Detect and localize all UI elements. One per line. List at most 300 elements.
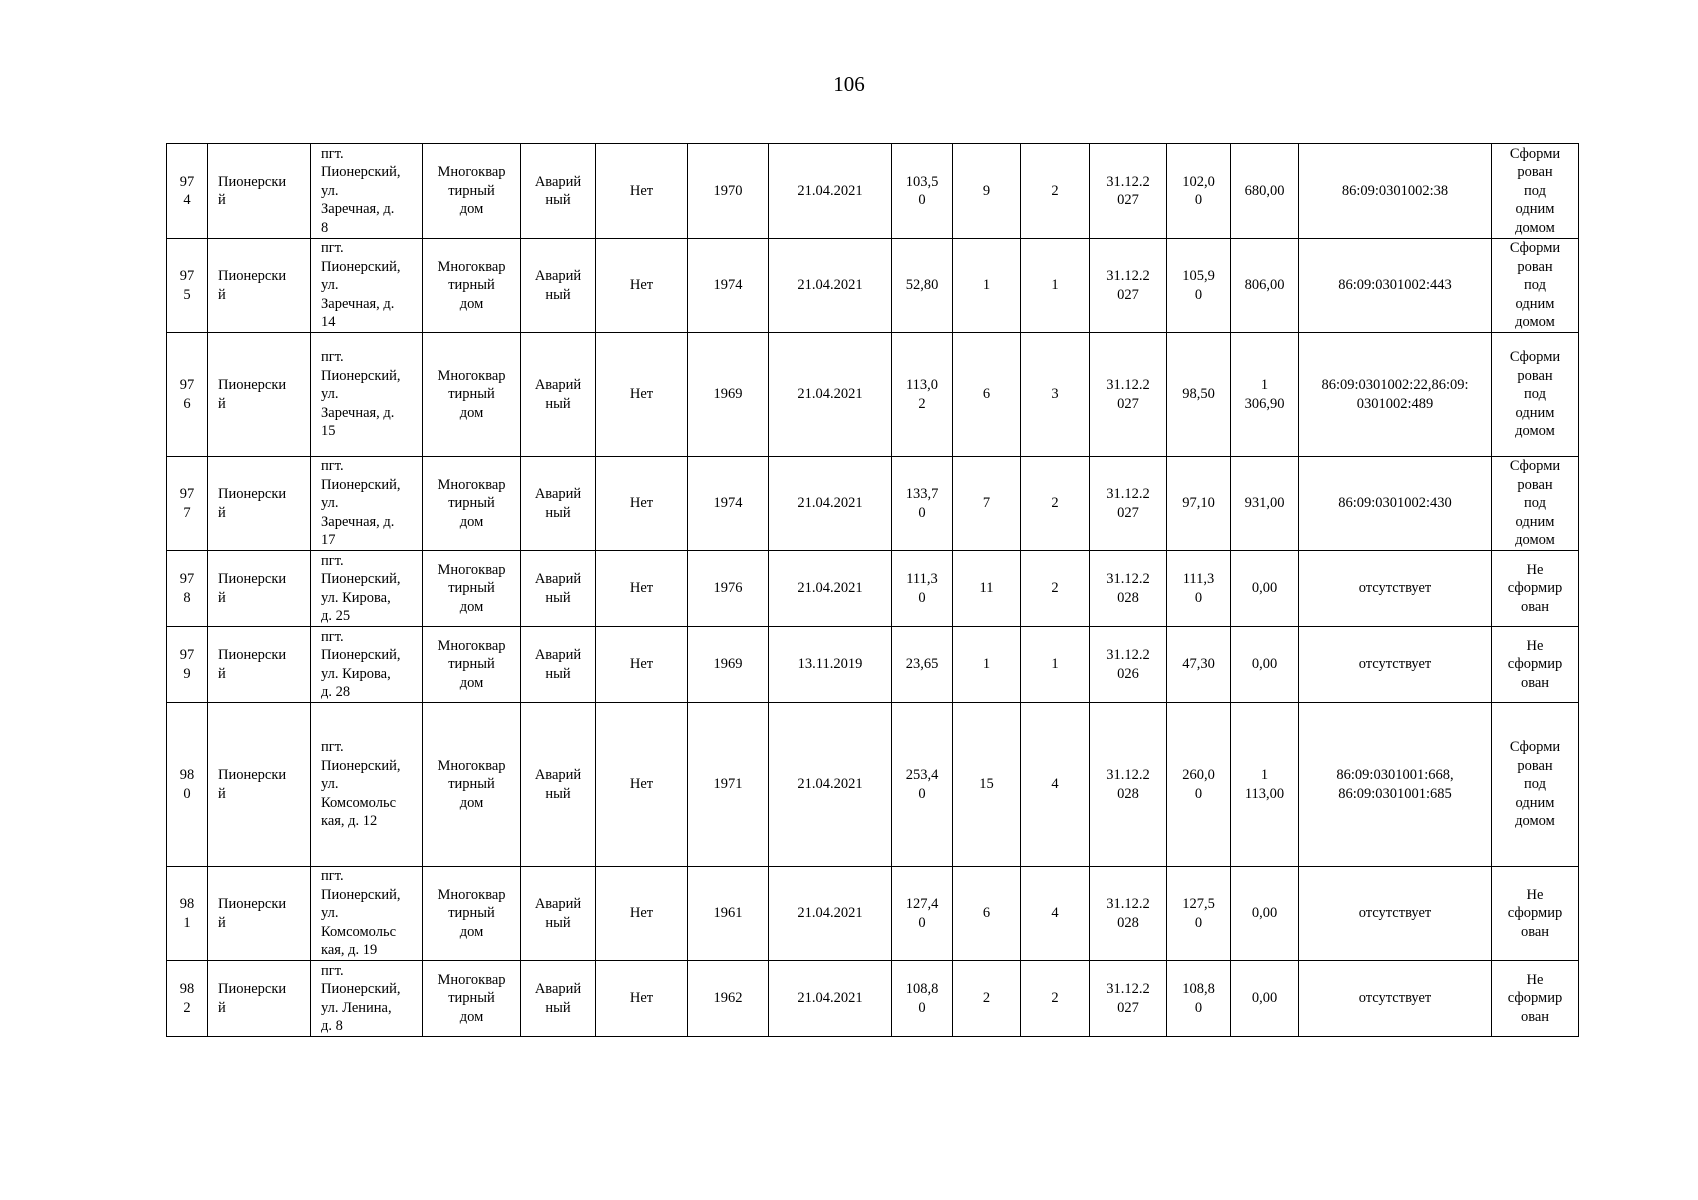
table-row [167,239,1579,333]
living-area-line: 0 [1194,589,1203,606]
rooms-value: 2 [1051,990,1059,1007]
land-area-cell [1231,627,1299,703]
building-type-line: дом [459,794,484,811]
residents-cell [953,703,1021,867]
recognition-date-cell [769,551,892,627]
land-area-line: 306,90 [1244,395,1285,412]
land-status-line: рован [1517,258,1553,275]
row-number-line: 6 [183,395,191,412]
land-area-line: 0,00 [1251,905,1278,922]
living-area-line: 127,5 [1182,896,1215,912]
condition-status-line: ный [545,192,571,208]
land-status-cell [1492,333,1579,457]
rooms-value: 1 [1051,656,1059,673]
area-line: 0 [918,192,926,208]
address-cell [311,551,423,627]
address-line: ул. Кирова, [321,589,391,606]
land-status-cell [1492,144,1579,239]
area-cell [892,703,953,867]
living-area-cell [1167,457,1231,551]
rooms-value: 3 [1051,386,1059,403]
address-line: Пионерский, [321,258,401,275]
row-number-line: 4 [183,192,191,208]
land-status-line: под [1524,386,1546,403]
municipality-line: й [218,665,226,682]
address-line: Пионерский, [321,164,401,181]
municipality-cell [208,703,311,867]
land-status-line: Не [1526,971,1544,988]
land-status-cell [1492,867,1579,961]
land-status-line: одним [1515,404,1555,421]
residents-value: 9 [982,182,991,199]
living-area-line: 0 [1194,286,1203,303]
row-number-cell [167,457,208,551]
building-type-line: тирный [448,776,495,793]
living-area-line: 0 [1194,999,1203,1016]
row-number-line: 97 [179,377,195,393]
residents-cell [953,627,1021,703]
residents-value: 6 [982,386,991,403]
building-type-line: Многоквар [437,367,506,384]
building-type-line: Многоквар [437,164,506,181]
row-number-cell [167,144,208,239]
residents-cell [953,457,1021,551]
row-number-line: 97 [179,647,195,663]
building-type-line: Многоквар [437,886,506,903]
address-line: пгт. [321,868,344,885]
building-type-line: тирный [448,905,495,922]
building-type-line: Многоквар [437,757,506,774]
address-line: ул. [321,386,339,403]
residents-value: 7 [982,495,991,512]
relocation-deadline-cell [1090,961,1167,1037]
rooms-value: 4 [1051,776,1059,793]
building-type-line: дом [459,598,484,615]
relocation-deadline-cell [1090,457,1167,551]
land-status-cell [1492,239,1579,333]
cadastral-number-line: отсутствует [1358,656,1432,673]
municipality-line: Пионерски [218,486,287,502]
address-line: Пионерский, [321,647,401,663]
relocation-deadline-line: 31.12.2 [1106,767,1150,783]
table-row [167,333,1579,457]
residents-cell [953,551,1021,627]
flag-value: Нет [629,990,654,1007]
residents-value: 15 [979,776,994,793]
address-line: ул. [321,776,339,793]
land-status-line: сформир [1507,905,1563,922]
municipality-line: й [218,914,226,931]
area-line: 113,0 [905,377,939,393]
living-area-line: 260,0 [1182,767,1215,783]
cadastral-number-line: 0301002:489 [1356,395,1434,412]
building-type-line: дом [459,923,484,940]
building-type-cell [423,239,521,333]
address-line: 14 [321,314,336,331]
row-number-line: 0 [183,785,191,802]
cadastral-number-cell [1299,627,1492,703]
area-cell [892,457,953,551]
address-line: Пионерский, [321,571,401,587]
address-line: д. 28 [321,684,351,700]
address-line: ул. Кирова, [321,665,391,682]
address-cell [311,144,423,239]
recognition-date-value: 21.04.2021 [797,386,863,403]
address-line: ул. [321,905,339,922]
flag-value: Нет [629,182,654,199]
recognition-date-cell [769,457,892,551]
cadastral-number-line: 86:09:0301002:22,86:09: [1321,377,1469,393]
cadastral-number-line: 86:09:0301002:38 [1341,182,1449,199]
land-area-cell [1231,703,1299,867]
municipality-line: Пионерски [218,647,287,663]
row-number-line: 97 [179,486,195,502]
relocation-deadline-cell [1090,627,1167,703]
land-status-line: сформир [1507,580,1563,597]
living-area-cell [1167,144,1231,239]
land-area-cell [1231,551,1299,627]
cadastral-number-cell [1299,144,1492,239]
address-cell [311,867,423,961]
relocation-deadline-cell [1090,703,1167,867]
building-type-line: дом [459,404,484,421]
rooms-cell [1021,867,1090,961]
year-built-cell [688,333,769,457]
relocation-deadline-line: 027 [1117,286,1139,303]
address-line: пгт. [321,458,344,475]
rooms-cell [1021,457,1090,551]
land-area-cell [1231,867,1299,961]
year-built-value: 1971 [713,776,743,793]
land-area-cell [1231,333,1299,457]
area-line: 0 [918,999,926,1016]
relocation-deadline-line: 31.12.2 [1106,268,1150,284]
land-status-line: домом [1515,813,1555,830]
building-type-cell [423,551,521,627]
cadastral-number-cell [1299,551,1492,627]
relocation-deadline-cell [1090,551,1167,627]
land-status-line: под [1524,277,1546,294]
rooms-cell [1021,703,1090,867]
address-line: Пионерский, [321,981,401,997]
cadastral-number-line: отсутствует [1358,905,1432,922]
address-line: Комсомольс [321,923,397,940]
flag-value: Нет [629,656,654,673]
condition-status-line: Аварий [534,571,582,587]
relocation-deadline-line: 31.12.2 [1106,486,1150,502]
land-status-line: Не [1526,561,1544,578]
living-area-line: 105,9 [1182,268,1215,284]
year-built-value: 1969 [713,386,743,403]
living-area-line: 102,0 [1182,173,1215,190]
cadastral-number-cell [1299,867,1492,961]
row-number-cell [167,333,208,457]
building-type-line: Многоквар [437,971,506,988]
area-cell [892,627,953,703]
area-line: 52,80 [905,277,939,294]
living-area-line: 0 [1194,785,1203,802]
land-area-line: 0,00 [1251,990,1278,1007]
land-status-line: Не [1526,637,1544,654]
building-type-cell [423,867,521,961]
address-line: Пионерский, [321,476,401,493]
land-status-line: рован [1517,367,1553,384]
municipality-cell [208,961,311,1037]
relocation-deadline-line: 31.12.2 [1106,981,1150,997]
building-type-line: дом [459,201,484,218]
flag-cell [596,627,688,703]
living-area-cell [1167,333,1231,457]
cadastral-number-line: 86:09:0301001:668, [1336,767,1454,783]
cadastral-number-cell [1299,457,1492,551]
table-row [167,144,1579,239]
cadastral-number-line: отсутствует [1358,990,1432,1007]
recognition-date-value: 21.04.2021 [797,776,863,793]
rooms-cell [1021,961,1090,1037]
flag-value: Нет [629,495,654,512]
row-number-cell [167,627,208,703]
living-area-line: 98,50 [1182,386,1215,403]
relocation-deadline-line: 027 [1117,395,1139,412]
flag-cell [596,867,688,961]
land-status-line: одним [1515,513,1555,530]
land-status-line: ован [1520,598,1550,615]
address-line: 17 [321,532,336,549]
recognition-date-value: 21.04.2021 [797,905,863,922]
condition-status-line: ный [545,914,571,931]
rooms-value: 2 [1051,182,1059,199]
land-status-line: одним [1515,295,1555,312]
relocation-deadline-line: 027 [1117,192,1139,208]
condition-status-line: ный [545,395,571,412]
relocation-deadline-line: 31.12.2 [1106,571,1150,587]
area-line: 2 [918,395,926,412]
condition-status-line: Аварий [534,173,582,190]
building-type-line: Многоквар [437,561,506,578]
building-type-line: тирный [448,277,495,294]
land-area-line: 680,00 [1244,182,1285,199]
cadastral-number-line: отсутствует [1358,580,1432,597]
living-area-line: 97,10 [1182,495,1215,512]
flag-cell [596,239,688,333]
municipality-line: Пионерски [218,981,287,997]
row-number-line: 7 [183,504,191,521]
year-built-value: 1962 [713,990,743,1007]
land-area-line: 1 [1260,767,1269,783]
row-number-cell [167,239,208,333]
land-status-line: домом [1515,423,1555,440]
table-row [167,961,1579,1037]
municipality-line: й [218,589,226,606]
residents-value: 1 [982,656,991,673]
land-status-line: Сформи [1509,349,1561,366]
land-status-line: Сформи [1509,145,1561,162]
address-line: ул. Ленина, [321,999,392,1016]
address-line: пгт. [321,145,344,162]
area-line: 253,4 [905,767,939,783]
cadastral-number-line: 86:09:0301001:685 [1338,785,1452,802]
building-type-line: тирный [448,580,495,597]
building-type-line: тирный [448,656,495,673]
row-number-line: 97 [179,173,195,190]
flag-value: Нет [629,905,654,922]
area-cell [892,333,953,457]
area-cell [892,961,953,1037]
municipality-line: Пионерски [218,896,287,912]
land-status-line: под [1524,776,1546,793]
area-cell [892,144,953,239]
rooms-cell [1021,627,1090,703]
municipality-line: Пионерски [218,268,287,284]
table-row [167,457,1579,551]
rooms-value: 2 [1051,495,1059,512]
recognition-date-cell [769,703,892,867]
year-built-cell [688,961,769,1037]
living-area-line: 47,30 [1182,656,1215,673]
building-type-cell [423,144,521,239]
living-area-cell [1167,867,1231,961]
area-cell [892,551,953,627]
cadastral-number-cell [1299,333,1492,457]
building-type-cell [423,457,521,551]
address-cell [311,457,423,551]
table-row [167,627,1579,703]
condition-status-cell [521,551,596,627]
recognition-date-value: 21.04.2021 [797,277,863,294]
row-number-line: 1 [183,914,191,931]
condition-status-cell [521,239,596,333]
residents-cell [953,144,1021,239]
residents-value: 1 [982,277,991,294]
building-type-line: тирный [448,182,495,199]
cadastral-number-cell [1299,961,1492,1037]
row-number-line: 97 [179,268,195,284]
row-number-line: 2 [183,999,191,1016]
rooms-cell [1021,333,1090,457]
flag-value: Нет [629,580,654,597]
building-type-line: тирный [448,990,495,1007]
condition-status-line: Аварий [534,981,582,997]
land-status-cell [1492,457,1579,551]
living-area-cell [1167,551,1231,627]
address-line: пгт. [321,552,344,569]
land-status-cell [1492,627,1579,703]
table-row [167,703,1579,867]
building-type-line: Многоквар [437,476,506,493]
cadastral-number-line: 86:09:0301002:443 [1338,277,1452,294]
land-status-line: ован [1520,1008,1550,1025]
row-number-line: 98 [179,896,195,912]
area-cell [892,867,953,961]
municipality-cell [208,867,311,961]
land-area-cell [1231,961,1299,1037]
municipality-cell [208,457,311,551]
building-type-line: дом [459,513,484,530]
year-built-cell [688,551,769,627]
municipality-line: й [218,192,226,208]
municipality-line: й [218,286,226,303]
land-status-line: ован [1520,923,1550,940]
building-type-cell [423,627,521,703]
land-status-line: Сформи [1509,240,1561,257]
land-status-line: сформир [1507,990,1563,1007]
land-status-line: под [1524,182,1546,199]
relocation-deadline-line: 027 [1117,504,1139,521]
recognition-date-value: 21.04.2021 [797,990,863,1007]
land-area-line: 0,00 [1251,656,1278,673]
land-area-line: 931,00 [1244,495,1285,512]
address-line: Заречная, д. [321,513,395,530]
recognition-date-cell [769,333,892,457]
row-number-line: 97 [179,571,195,587]
address-line: 8 [321,219,329,236]
municipality-cell [208,627,311,703]
address-line: пгт. [321,739,344,756]
municipality-line: й [218,785,226,802]
address-line: пгт. [321,962,344,979]
area-line: 108,8 [905,981,939,997]
condition-status-line: Аварий [534,896,582,912]
condition-status-line: Аварий [534,767,582,783]
land-status-line: рован [1517,476,1553,493]
building-type-cell [423,333,521,457]
rooms-cell [1021,239,1090,333]
address-line: пгт. [321,628,344,645]
rooms-value: 1 [1051,277,1059,294]
residents-value: 6 [982,905,991,922]
flag-value: Нет [629,776,654,793]
land-status-line: сформир [1507,656,1563,673]
row-number-cell [167,551,208,627]
relocation-deadline-cell [1090,333,1167,457]
address-line: 15 [321,423,336,440]
municipality-line: Пионерски [218,571,287,587]
flag-cell [596,961,688,1037]
land-status-line: домом [1515,314,1555,331]
condition-status-cell [521,961,596,1037]
land-area-line: 806,00 [1244,277,1285,294]
land-status-line: Сформи [1509,739,1561,756]
relocation-deadline-line: 027 [1117,999,1139,1016]
condition-status-line: ный [545,999,571,1016]
relocation-deadline-line: 31.12.2 [1106,647,1150,663]
condition-status-line: Аварий [534,647,582,663]
area-cell [892,239,953,333]
row-number-line: 98 [179,767,195,783]
relocation-deadline-line: 028 [1117,914,1139,931]
residents-value: 2 [982,990,991,1007]
address-line: пгт. [321,240,344,257]
area-line: 127,4 [905,896,939,912]
building-type-line: дом [459,295,484,312]
building-type-line: тирный [448,495,495,512]
address-line: Пионерский, [321,886,401,903]
address-line: пгт. [321,349,344,366]
condition-status-line: Аварий [534,486,582,502]
address-line: ул. [321,495,339,512]
address-line: Заречная, д. [321,201,395,218]
condition-status-cell [521,867,596,961]
rooms-cell [1021,144,1090,239]
year-built-cell [688,144,769,239]
land-status-line: домом [1515,219,1555,236]
building-type-line: Многоквар [437,258,506,275]
relocation-deadline-line: 31.12.2 [1106,896,1150,912]
area-line: 0 [918,504,926,521]
recognition-date-cell [769,239,892,333]
living-area-cell [1167,961,1231,1037]
area-line: 0 [918,785,926,802]
